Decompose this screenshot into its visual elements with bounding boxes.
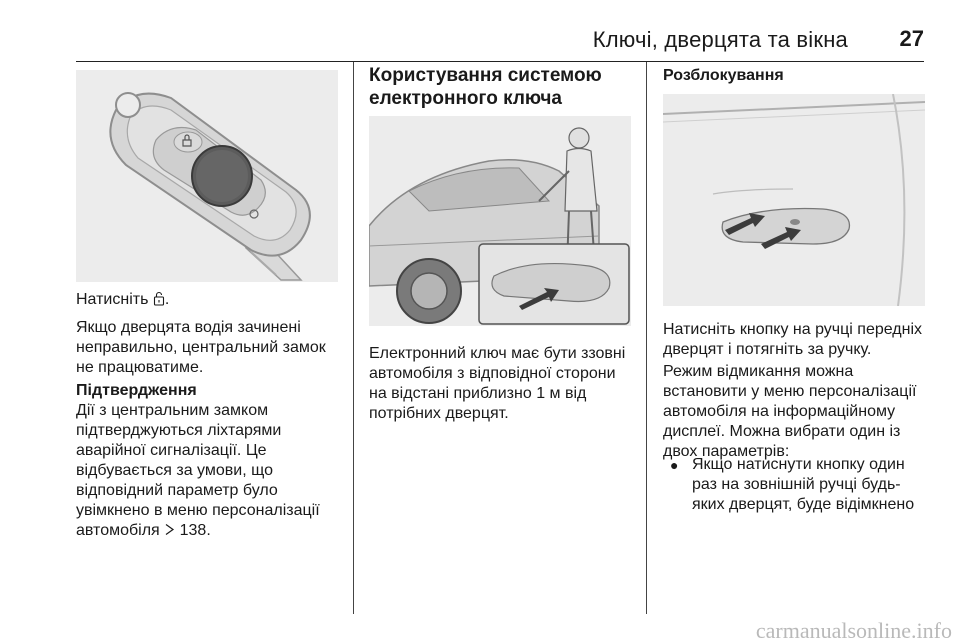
confirm-body: Дії з центральним замком підтверджуються ліхтарями аварійної сигналізації. Це відбувається за умови, що відповідний параметр було увімкнено в меню персоналізації автомобіля — [76, 402, 320, 539]
unlocking-heading: Розблокування — [663, 67, 784, 84]
confirm-heading: Підтвердження — [76, 382, 197, 399]
page-header — [0, 0, 960, 62]
page-ref-arrow-icon — [164, 523, 175, 536]
unlock-instruction-paragraph: Натисніть кнопку на ручці передніх дверцят і потягніть за ручку. — [663, 321, 923, 358]
page-ref: 138. — [179, 522, 211, 539]
page-number: 27 — [899, 26, 924, 51]
electronic-key-paragraph: Електронний ключ має бути ззовні автомобіля з відповідної сторони на відстані приблизно 1 м від потрібних дверцят. — [369, 345, 626, 422]
unlock-icon — [153, 291, 165, 306]
door-handle-illustration — [663, 94, 925, 306]
column-divider-1 — [353, 62, 354, 614]
unlock-mode-paragraph: Режим відмикання можна встановити у меню персоналізації автомобіля на інформаційному дисплеї. Можна вибрати один із двох параметрів: — [663, 363, 917, 460]
press-unlock-line — [76, 290, 338, 310]
header-title: Ключі, дверцята та вікна — [592, 27, 848, 52]
press-line-suffix: . — [164, 291, 170, 308]
car-person-illustration — [369, 116, 631, 326]
door-handle-figure — [663, 94, 925, 306]
bullet-mark: ● — [670, 457, 679, 473]
watermark-text: carmanualsonline.info — [755, 618, 952, 642]
header-rule — [76, 61, 924, 62]
press-line-prefix: Натисніть — [76, 291, 149, 308]
car-door-figure — [369, 116, 631, 326]
bullet-item-1 — [663, 455, 925, 515]
column-divider-2 — [646, 62, 647, 614]
key-fob-illustration — [76, 70, 338, 282]
bullet-text: Якщо натиснути кнопку один раз на зовнішній ручці будь-яких дверцят, буде відімкнено — [692, 456, 915, 513]
key-fob-figure — [76, 70, 338, 282]
section-heading-electronic-key: Користування системою електронного ключа — [369, 65, 602, 109]
confirm-paragraph — [76, 401, 338, 541]
door-warning-paragraph: Якщо дверцята водія зачинені неправильно, центральний замок не працюватиме. — [76, 319, 326, 376]
